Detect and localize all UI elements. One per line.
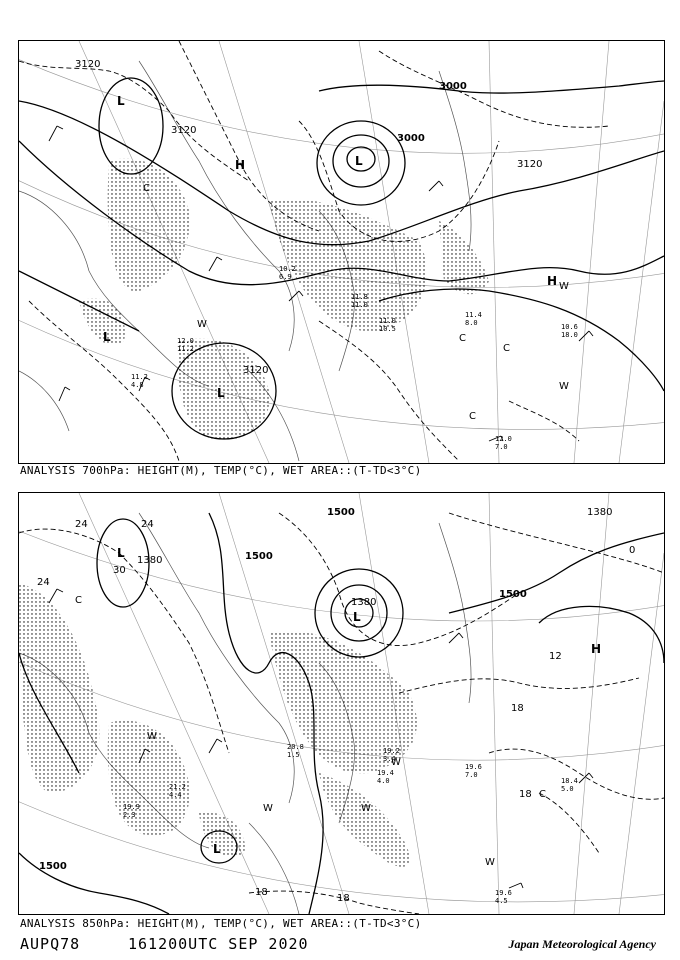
contour-label: 3000 [397,133,425,144]
station-dewpoint: 11.2 [177,345,194,353]
station-temp: 19.6 [495,889,512,897]
low-center-symbol: L [117,546,125,560]
station-temp: 20.8 [287,743,304,751]
station-dewpoint: 8.0 [465,319,478,327]
station-temp: 11.0 [379,317,396,325]
station-temp: 18.4 [561,777,578,785]
contour-label: 1500 [39,861,67,872]
caption-700hpa: ANALYSIS 700hPa: HEIGHT(M), TEMP(°C), WET AREA::(T-TD<3°C) [20,464,422,477]
cold-marker: C [459,333,466,344]
warm-marker: W [559,281,569,292]
cold-marker: C [539,789,546,800]
station-temp: 12.0 [495,435,512,443]
isotherm-label: 12 [549,651,562,662]
station-dewpoint: 10.5 [379,325,396,333]
contour-label: 1380 [587,507,613,518]
station-temp: 11.8 [351,293,368,301]
contour-label: 3120 [75,59,101,70]
station-dewpoint: 7.0 [495,443,508,451]
station-temp: 19.9 [123,803,140,811]
cold-marker: C [143,183,150,194]
contour-label: 3120 [243,365,269,376]
isotherm-label: 24 [141,519,154,530]
station-dewpoint: 4.5 [495,897,508,905]
station-dewpoint: 6.9 [279,273,292,281]
contour-label: 3000 [439,81,467,92]
contour-label: 1380 [351,597,377,608]
caption-850hpa: ANALYSIS 850hPa: HEIGHT(M), TEMP(°C), WET AREA::(T-TD<3°C) [20,917,422,930]
contour-label: 1380 [137,555,163,566]
station-temp: 21.2 [169,783,186,791]
map-850hpa-canvas [19,493,664,914]
station-temp: 12.0 [177,337,194,345]
contour-label: 3120 [517,159,543,170]
station-temp: 19.6 [465,763,482,771]
chart-code: AUPQ78 [20,935,81,953]
map-850hpa [18,492,665,915]
station-dewpoint: 2.3 [123,811,136,819]
cold-marker: C [469,411,476,422]
isotherm-label: 18 [519,789,532,800]
low-center-symbol: L [217,386,225,400]
chart-timestamp: 161200UTC SEP 2020 [128,935,309,953]
station-temp: 10.2 [279,265,296,273]
warm-marker: W [147,731,157,742]
station-dewpoint: 3.4 [383,755,396,763]
low-center-symbol: L [213,842,221,856]
low-center-symbol: L [353,610,361,624]
warm-marker: W [263,803,273,814]
warm-marker: W [559,381,569,392]
map-700hpa [18,40,665,464]
contour-label: 1500 [327,507,355,518]
station-temp: 11.2 [131,373,148,381]
contour-label: 3120 [171,125,197,136]
station-dewpoint: 4.0 [377,777,390,785]
agency-name: Japan Meteorological Agency [508,937,656,951]
warm-marker: W [485,857,495,868]
high-center-symbol: H [591,642,602,656]
isotherm-label: 24 [75,519,88,530]
isotherm-label: 18 [255,887,268,898]
isotherm-label: 18 [511,703,524,714]
station-dewpoint: 1.5 [287,751,300,759]
station-dewpoint: 5.0 [561,785,574,793]
map-700hpa-canvas [19,41,664,463]
station-dewpoint: 4.8 [131,381,144,389]
warm-marker: W [361,803,371,814]
station-temp: 19.2 [383,747,400,755]
low-center-symbol: L [355,154,363,168]
low-center-symbol: L [117,94,125,108]
station-dewpoint: 7.0 [465,771,478,779]
isotherm-label: 18 [337,893,350,904]
station-temp: 11.4 [465,311,482,319]
isotherm-label: 30 [113,565,126,576]
low-center-symbol: L [103,330,111,344]
isotherm-label: 0 [629,545,636,556]
contour-label: 1500 [245,551,273,562]
wet-areas [79,158,489,441]
station-dewpoint: 18.0 [561,331,578,339]
cold-marker: C [503,343,510,354]
station-temp: 19.4 [377,769,394,777]
wet-areas [19,583,417,867]
isotherm-label: 24 [37,577,50,588]
warm-marker: W [391,757,401,768]
station-dewpoint: 4.4 [169,791,182,799]
cold-marker: C [75,595,82,606]
high-center-symbol: H [235,158,246,172]
warm-marker: W [197,319,207,330]
high-center-symbol: H [547,274,558,288]
station-dewpoint: 11.0 [351,301,368,309]
station-temp: 10.6 [561,323,578,331]
contour-label: 1500 [499,589,527,600]
